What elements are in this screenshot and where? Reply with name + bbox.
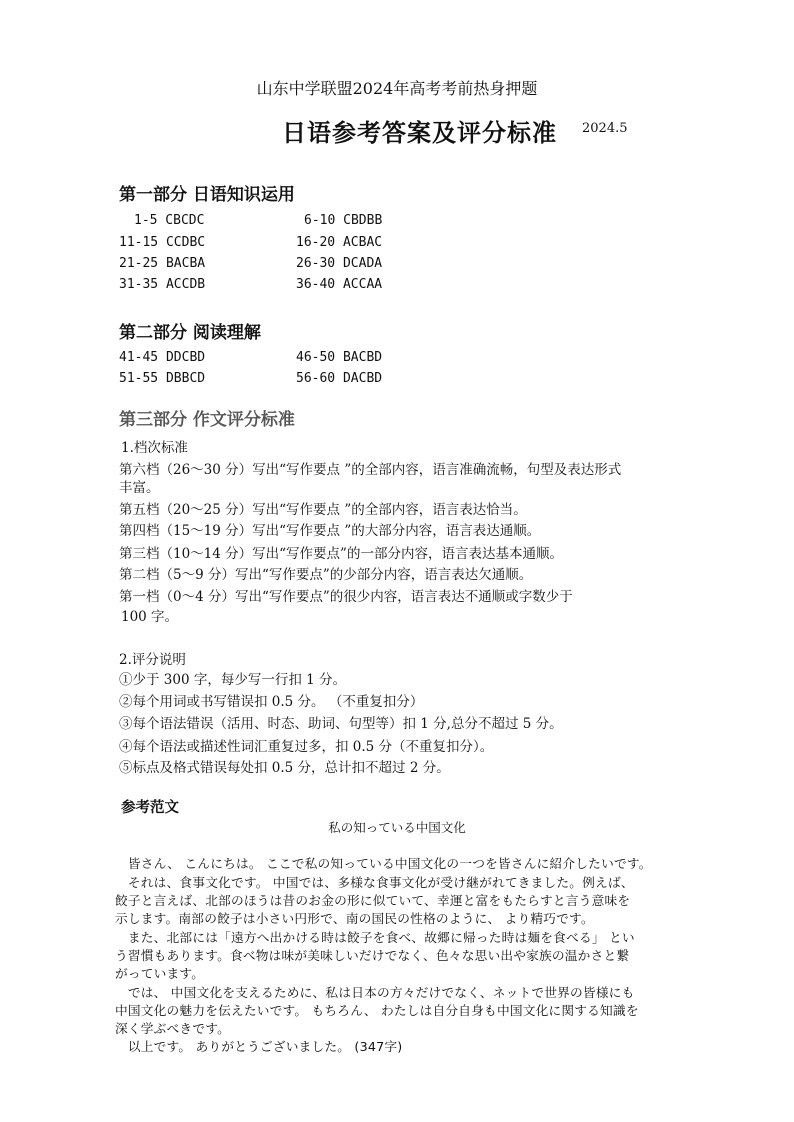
grade-line: 第二档（5～9 分）写出“写作要点”的少部分内容，语言表达欠通顺。 (119, 567, 533, 583)
part1-answer: 31-35 ACCDB (119, 277, 206, 292)
grade-line: 第六档（26～30 分）写出“写作要点 ”的全部内容，语言准确流畅，句型及表达形式 (119, 462, 622, 478)
scoring-line: ③每个语法错误（活用、时态、助词、句型等）扣 1 分,总分不超过 5 分。 (119, 716, 563, 732)
document-date: 2024.5 (582, 121, 628, 136)
grade-line: 丰富。 (119, 480, 160, 496)
document-title: 日语参考答案及评分标准 (282, 118, 557, 147)
sample-line: 皆さん、 こんにちは。 ここで私の知っている中国文化の一つを皆さんに紹介したいです。 (115, 856, 652, 871)
part1-answer: 11-15 CCDBC (119, 235, 206, 250)
sample-line: う習慣もあります。食べ物は味が美味しいだけでなく、色々な思い出や家族の温かさと繋 (115, 948, 630, 963)
grade-line: 100 字。 (121, 609, 179, 625)
grade-line: 第一档（0～4 分）写出“写作要点”的很少内容，语言表达不通顺或字数少于 (119, 589, 573, 605)
part1-answer: 21-25 BACBA (119, 256, 206, 271)
scoring-line: ④每个语法或描述性词汇重复过多，扣 0.5 分（不重复扣分）。 (119, 739, 494, 755)
sample-line: 餃子と言えば、北部のほうは昔のお金の形に似ていて、幸運と富をもたらすと言う意味を (115, 893, 631, 908)
scoring-line: ⑤标点及格式错误每处扣 0.5 分，总计扣不超过 2 分。 (119, 760, 450, 776)
sample-line: 深く学ぶべきです。 (115, 1021, 230, 1036)
part1-answer: 26-30 DCADA (296, 256, 383, 271)
part2-answer: 56-60 DACBD (296, 371, 383, 386)
sample-title: 私の知っている中国文化 (328, 820, 466, 835)
sample-line: また、北部には「遠方へ出かける時は餃子を食べ、故郷に帰った時は麺を食べる」 とい (115, 930, 635, 945)
part1-answer: 6-10 CBDBB (304, 213, 383, 228)
sample-line: それは、食事文化です。 中国では、多様な食事文化が受け継がれてきました。例えば、 (115, 875, 634, 890)
exam-subtitle: 山东中学联盟2024年高考考前热身押题 (256, 79, 538, 98)
part1-answer: 36-40 ACCAA (296, 277, 383, 292)
sample-line: 中国文化の魅力を伝えたいです。 もちろん、 わたしは自分自身も中国文化に関する知識を (115, 1003, 639, 1018)
part2-answer: 51-55 DBBCD (119, 371, 206, 386)
part2-answer: 46-50 BACBD (296, 350, 383, 365)
sample-line: 以上です。 ありがとうございました。 (347字) (115, 1039, 403, 1054)
scoring-line: ②每个用词或书写错误扣 0.5 分。 （不重复扣分） (119, 694, 424, 710)
part3-heading: 第三部分 作文评分标准 (119, 410, 295, 430)
scoring-line: ①少于 300 字，每少写一行扣 1 分。 (119, 672, 347, 688)
part2-answer: 41-45 DDCBD (119, 350, 206, 365)
part1-answer: 16-20 ACBAC (296, 235, 383, 250)
part2-heading: 第二部分 阅读理解 (119, 323, 261, 343)
part1-heading: 第一部分 日语知识运用 (119, 185, 295, 205)
sample-line: がっています。 (115, 966, 205, 981)
grades-heading: 1.档次标准 (121, 440, 188, 456)
grade-line: 第三档（10～14 分）写出“写作要点”的一部分内容，语言表达基本通顺。 (119, 546, 563, 562)
sample-line: では、 中国文化を支えるために、私は日本の方々だけでなく、ネットで世界の皆様にも (115, 985, 635, 1000)
grade-line: 第四档（15～19 分）写出“写作要点 ”的大部分内容，语言表达通顺。 (119, 523, 541, 539)
sample-line: 示します。南部の餃子は小さい円形で、南の国民の性格のように、 より精巧です。 (115, 911, 594, 926)
sample-heading: 参考范文 (121, 799, 179, 816)
part1-answer: 1-5 CBCDC (134, 213, 205, 228)
grade-line: 第五档（20～25 分）写出“写作要点 ”的全部内容，语言表达恰当。 (119, 502, 527, 518)
scoring-heading: 2.评分说明 (119, 652, 186, 668)
